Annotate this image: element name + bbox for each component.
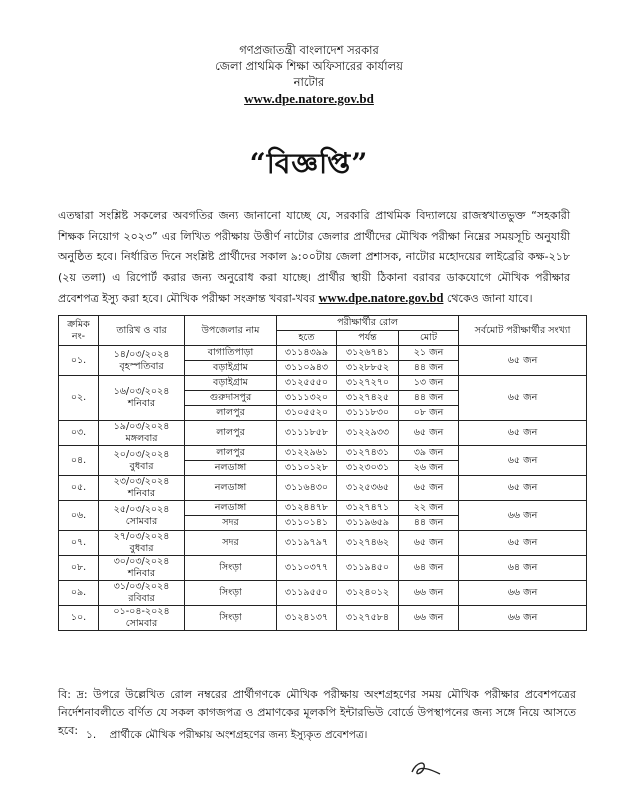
date-value: ২৫/০৩/২০২৪ bbox=[113, 503, 170, 515]
date-cell bbox=[99, 581, 185, 606]
roll-total-cell: ৪৪ জন bbox=[399, 516, 459, 531]
upazila-cell: বড়াইগ্রাম bbox=[185, 376, 277, 391]
header-total: মোট bbox=[399, 331, 459, 346]
upazila-cell: সদর bbox=[185, 516, 277, 531]
serial-cell: ০৭. bbox=[59, 531, 99, 556]
note-text: বি: দ্র: উপরে উল্লেখিত রোল নম্বরের প্রার্থীগণকে মৌখিক পরীক্ষায় অংশগ্রহণের সময় মৌখিক পরীক্ষার প্রবেশপত্রের নির্দেশনাবলীতে বর্ণিত যে সকল কাগজপত্র ও প্রমাণকের মূলকপি ইন্টারভিউ বোর্ডে উপস্থাপনের জন্য সঙ্গে নিয়ে আসতে হবে: bbox=[58, 688, 576, 737]
grand-total-cell: ৬৬ জন bbox=[459, 606, 587, 631]
table-row bbox=[59, 501, 587, 516]
list-text: প্রার্থীকে মৌখিক পরীক্ষায় অংশগ্রহণের জন্য ইস্যুকৃত প্রবেশপত্র। bbox=[109, 729, 368, 741]
list-number: ১. bbox=[86, 729, 97, 741]
date-value: ৩১/০৩/২০২৪ bbox=[113, 581, 170, 592]
roll-from-cell: ৩১২৫৫৫০ bbox=[277, 376, 337, 391]
roll-from-cell: ৩১১০১৪১ bbox=[277, 516, 337, 531]
roll-total-cell: ৬৫ জন bbox=[399, 476, 459, 501]
table-row bbox=[59, 531, 587, 556]
roll-from-cell: ৩১১১৮৫৮ bbox=[277, 421, 337, 446]
table-row bbox=[59, 581, 587, 606]
table-row bbox=[59, 446, 587, 461]
header-date: তারিখ ও বার bbox=[99, 316, 185, 346]
table-row bbox=[59, 606, 587, 631]
roll-to-cell: ৩১২৭৪২৫ bbox=[337, 391, 399, 406]
date-value: ২০/০৩/২০২৪ bbox=[113, 448, 170, 460]
roll-total-cell: ৩৯ জন bbox=[399, 446, 459, 461]
table-row bbox=[59, 476, 587, 501]
serial-cell: ১০. bbox=[59, 606, 99, 631]
table-row bbox=[59, 556, 587, 581]
date-cell bbox=[99, 421, 185, 446]
roll-from-cell: ৩১১১৩২০ bbox=[277, 391, 337, 406]
notice-title: “বিজ্ঞপ্তি” bbox=[249, 147, 369, 180]
roll-from-cell: ৩১২৪৪৭৮ bbox=[277, 501, 337, 516]
serial-cell: ০৩. bbox=[59, 421, 99, 446]
roll-total-cell: ৪৪ জন bbox=[399, 391, 459, 406]
note-list-item bbox=[86, 727, 367, 743]
date-cell bbox=[99, 346, 185, 376]
header-from: হতে bbox=[277, 331, 337, 346]
grand-total-cell: ৬৫ জন bbox=[459, 421, 587, 446]
table-row bbox=[59, 376, 587, 391]
date-value: ১৪/০৩/২০২৪ bbox=[113, 348, 170, 360]
grand-total-cell: ৬৫ জন bbox=[459, 346, 587, 376]
serial-cell: ০৪. bbox=[59, 446, 99, 476]
roll-total-cell: ৬৫ জন bbox=[399, 421, 459, 446]
roll-from-cell: ৩১১৯৫৫০ bbox=[277, 581, 337, 606]
serial-cell: ০৮. bbox=[59, 556, 99, 581]
table-row bbox=[59, 421, 587, 446]
serial-cell: ০১. bbox=[59, 346, 99, 376]
date-value: ০১-০৪-২০২৪ bbox=[113, 606, 170, 617]
upazila-cell: নলডাঙ্গা bbox=[185, 461, 277, 476]
weekday-value: রবিবার bbox=[128, 593, 155, 604]
notice-body bbox=[58, 206, 570, 310]
roll-to-cell: ৩১২২৯৩৩ bbox=[337, 421, 399, 446]
date-cell bbox=[99, 556, 185, 581]
signature-mark bbox=[408, 758, 444, 780]
roll-to-cell: ৩১২৮৮৫২ bbox=[337, 361, 399, 376]
district-name: নাটোর bbox=[293, 75, 325, 89]
roll-from-cell: ৩১২২৯৬১ bbox=[277, 446, 337, 461]
roll-total-cell: ৬৪ জন bbox=[399, 556, 459, 581]
grand-total-cell: ৬৫ জন bbox=[459, 531, 587, 556]
serial-cell: ০৫. bbox=[59, 476, 99, 501]
weekday-value: সোমবার bbox=[125, 515, 158, 527]
grand-total-cell: ৬৬ জন bbox=[459, 501, 587, 531]
roll-to-cell: ৩১২৭৪৬২ bbox=[337, 531, 399, 556]
grand-total-cell: ৬৬ জন bbox=[459, 581, 587, 606]
header-grand-total: সর্বমোট পরীক্ষার্থীর সংখ্যা bbox=[459, 316, 587, 346]
roll-from-cell: ৩১১৪৩৯৯ bbox=[277, 346, 337, 361]
roll-to-cell: ৩১২৫৩৬৫ bbox=[337, 476, 399, 501]
header-to: পর্যন্ত bbox=[337, 331, 399, 346]
grand-total-cell: ৬৫ জন bbox=[459, 476, 587, 501]
weekday-value: বুধবার bbox=[129, 543, 154, 554]
website-link[interactable]: www.dpe.natore.gov.bd bbox=[244, 91, 374, 106]
weekday-value: বৃহস্পতিবার bbox=[119, 360, 164, 372]
roll-total-cell: ১৩ জন bbox=[399, 376, 459, 391]
body-tail: থেকেও জানা যাবে। bbox=[443, 292, 533, 306]
weekday-value: শনিবার bbox=[127, 398, 156, 409]
upazila-cell: নলডাঙ্গা bbox=[185, 501, 277, 516]
weekday-value: শনিবার bbox=[127, 488, 156, 499]
roll-to-cell: ৩১২৭৪৩১ bbox=[337, 446, 399, 461]
weekday-value: শনিবার bbox=[127, 568, 156, 579]
body-text: এতদ্বারা সংশ্লিষ্ট সকলের অবগতির জন্য জানানো যাচ্ছে যে, সরকারি প্রাথমিক বিদ্যালয়ে রাজস্বখাতভুক্ত “সহকারী শিক্ষক নিয়োগ ২০২৩” এর লিখিত পরীক্ষায় উত্তীর্ণ নাটোর জেলার প্রার্থীদের মৌখিক পরীক্ষা নিম্নের সময়সূচি অনুযায়ী অনুষ্ঠিত হবে। নির্ধারিত দিনে সংশ্লিষ্ট প্রার্থীদের সকাল ৯:০০টায় জেলা প্রশাসক, নাটোর মহোদয়ের লাইব্রেরি কক্ষ-২১৮ (২য় তলা) এ রিপোর্ট করার জন্য অনুরোধ করা যাচ্ছে। প্রার্থীর স্থায়ী ঠিকানা বরাবর ডাকযোগে মৌখিক পরীক্ষার প্রবেশপত্র ইস্যু করা হবে। মৌখিক পরীক্ষা সংক্রান্ত খবরা-খবর bbox=[58, 209, 570, 306]
date-cell bbox=[99, 476, 185, 501]
roll-to-cell: ৩১২৭৫৮৪ bbox=[337, 606, 399, 631]
serial-cell: ০৬. bbox=[59, 501, 99, 531]
date-cell bbox=[99, 501, 185, 531]
roll-to-cell: ৩১২৬৭৪১ bbox=[337, 346, 399, 361]
roll-from-cell: ৩১০৫৫২০ bbox=[277, 406, 337, 421]
upazila-cell: লালপুর bbox=[185, 446, 277, 461]
date-value: ২৩/০৩/২০২৪ bbox=[113, 476, 170, 487]
roll-from-cell: ৩১১০১২৮ bbox=[277, 461, 337, 476]
upazila-cell: বাগাতিপাড়া bbox=[185, 346, 277, 361]
roll-from-cell: ৩১১০৯৪৩ bbox=[277, 361, 337, 376]
roll-to-cell: ৩১২৭৪৭১ bbox=[337, 501, 399, 516]
header-upazila: উপজেলার নাম bbox=[185, 316, 277, 346]
weekday-value: মঙ্গলবার bbox=[125, 433, 158, 444]
upazila-cell: নলডাঙ্গা bbox=[185, 476, 277, 501]
schedule-table bbox=[58, 315, 587, 631]
serial-cell: ০৯. bbox=[59, 581, 99, 606]
roll-to-cell: ৩১২৭২৭০ bbox=[337, 376, 399, 391]
roll-to-cell: ৩১২৪০১২ bbox=[337, 581, 399, 606]
roll-total-cell: ৪৪ জন bbox=[399, 361, 459, 376]
weekday-value: বুধবার bbox=[129, 460, 154, 472]
office-name: জেলা প্রাথমিক শিক্ষা অফিসারের কার্যালয় bbox=[215, 59, 403, 73]
roll-from-cell: ৩১১০৩৭৭ bbox=[277, 556, 337, 581]
grand-total-cell: ৬৫ জন bbox=[459, 376, 587, 421]
table-row bbox=[59, 346, 587, 361]
roll-total-cell: ৬৫ জন bbox=[399, 531, 459, 556]
weekday-value: সোমবার bbox=[125, 618, 158, 629]
upazila-cell: সিংড়া bbox=[185, 556, 277, 581]
date-cell bbox=[99, 376, 185, 421]
roll-total-cell: ২২ জন bbox=[399, 501, 459, 516]
date-cell bbox=[99, 606, 185, 631]
roll-to-cell: ৩১১৯৪৫০ bbox=[337, 556, 399, 581]
roll-from-cell: ৩১১৬৪৩০ bbox=[277, 476, 337, 501]
roll-from-cell: ৩১২৪১৩৭ bbox=[277, 606, 337, 631]
roll-from-cell: ৩১১৯৭৯৭ bbox=[277, 531, 337, 556]
date-cell bbox=[99, 531, 185, 556]
roll-total-cell: ২৬ জন bbox=[399, 461, 459, 476]
roll-total-cell: ২১ জন bbox=[399, 346, 459, 361]
schedule-body bbox=[59, 346, 587, 631]
upazila-cell: গুরুদাসপুর bbox=[185, 391, 277, 406]
date-value: ১৯/০৩/২০২৪ bbox=[113, 421, 170, 432]
upazila-cell: লালপুর bbox=[185, 421, 277, 446]
grand-total-cell: ৬৪ জন bbox=[459, 556, 587, 581]
header-serial: ক্রমিক নং- bbox=[59, 316, 99, 346]
upazila-cell: সিংড়া bbox=[185, 606, 277, 631]
roll-to-cell: ৩১২৩০৩১ bbox=[337, 461, 399, 476]
date-cell bbox=[99, 446, 185, 476]
body-website-link[interactable]: www.dpe.natore.gov.bd bbox=[318, 291, 444, 306]
date-value: ১৬/০৩/২০২৪ bbox=[113, 386, 170, 397]
upazila-cell: সিংড়া bbox=[185, 581, 277, 606]
date-value: ২৭/০৩/২০২৪ bbox=[113, 531, 170, 542]
upazila-cell: লালপুর bbox=[185, 406, 277, 421]
roll-total-cell: ৬৬ জন bbox=[399, 581, 459, 606]
govt-name: গণপ্রজাতন্ত্রী বাংলাদেশ সরকার bbox=[239, 43, 379, 57]
upazila-cell: বড়াইগ্রাম bbox=[185, 361, 277, 376]
roll-total-cell: ৬৬ জন bbox=[399, 606, 459, 631]
roll-to-cell: ৩১১৯৬৫৯ bbox=[337, 516, 399, 531]
date-value: ৩০/০৩/২০২৪ bbox=[113, 556, 170, 567]
grand-total-cell: ৬৫ জন bbox=[459, 446, 587, 476]
roll-total-cell: ০৮ জন bbox=[399, 406, 459, 421]
serial-cell: ০২. bbox=[59, 376, 99, 421]
roll-to-cell: ৩১১১৮৩০ bbox=[337, 406, 399, 421]
upazila-cell: সদর bbox=[185, 531, 277, 556]
header-roll: পরীক্ষার্থীর রোল bbox=[277, 316, 459, 331]
